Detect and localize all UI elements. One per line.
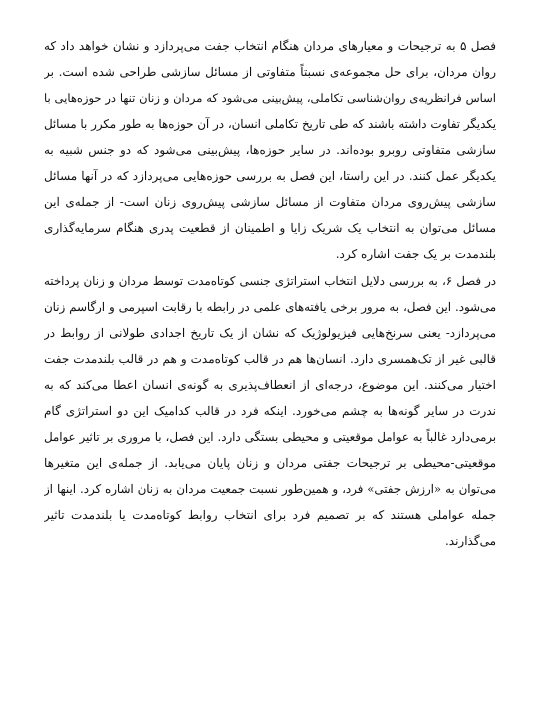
text-line: اساس فرانظریه‌ی روان‌شناسی تکاملی، پیش‌بینی می‌شود که مردان و زنان تنها در حوزه‌هایی با [44,91,496,105]
paragraph-chapter-6 [44,268,496,554]
text-line: مسائل می‌توان به انتخاب یک شریک زایا و اطمینان از قطعیت پدری هنگام سرمایه‌گذاری [44,221,496,235]
text-line: سازشی پیش‌روی مردان متفاوت از مسائل سازشی پیش‌روی زنان است- از جمله‌ی این [44,195,496,209]
text-line: موقعیتی-محیطی بر ترجیحات جفتی مردان و زنان پایان می‌یابد. از جمله‌ی این متغیرها [44,456,496,470]
text-line: بلندمدت بر یک جفت اشاره کرد. [335,247,496,261]
text-line: می‌گذارند. [444,534,496,548]
paragraph-chapter-5 [44,33,496,267]
text-line: اختیار می‌کنند. این موضوع، درجه‌ای از انعطاف‌پذیری به گونه‌ی انسان اعطا می‌کند که به [44,378,496,392]
text-line: می‌شود. این فصل، به مرور برخی یافته‌های علمی در رابطه با رقابت اسپرمی و ارگاسم زنان [44,300,496,314]
document-page [44,33,496,554]
text-line: می‌پردازد- یعنی سرنخ‌هایی فیزیولوژیک که نشان از یک تاریخ اجدادی طولانی از روابط در [44,326,496,340]
text-line: در فصل ۶، به بررسی دلایل انتخاب استراتژی جنسی کوتاه‌مدت توسط مردان و زنان پرداخته [44,274,496,288]
text-line: سازشی متفاوتی روبرو بوده‌اند. در سایر حوزه‌ها، پیش‌بینی می‌شود که دو جنس شبیه به [44,143,496,157]
text-line: ندرت در سایر گونه‌ها به چشم می‌خورد. اینکه فرد در قالب کدامیک این دو استراتژی گام [44,404,496,418]
text-line: می‌توان به «ارزش جفتی» فرد، و همین‌طور نسبت جمعیت مردان به زنان اشاره کرد. اینها از [44,482,496,496]
text-line: قالبی غیر از تک‌همسری دارد. انسان‌ها هم در قالب کوتاه‌مدت و هم در قالب بلندمدت جفت [44,352,496,366]
text-line: یکدیگر عمل کنند. در این راستا، این فصل به بررسی حوزه‌هایی می‌پردازد که در آنها مسائل [44,169,496,183]
text-line: روان مردان، برای حل مجموعه‌ی نسبتاً متفاوتی از مسائل سازشی طراحی شده است. بر [44,65,496,79]
text-line: فصل ۵ به ترجیحات و معیارهای مردان هنگام انتخاب جفت می‌پردازد و نشان خواهد داد که [44,39,496,53]
text-line: یکدیگر تفاوت داشته باشند که طی تاریخ تکاملی انسان، در آن حوزه‌ها به طور مکرر با مسائل [44,117,496,131]
text-line: جمله عواملی هستند که بر تصمیم فرد برای انتخاب روابط کوتاه‌مدت یا بلندمدت تاثیر [44,508,496,522]
text-line: برمی‌دارد غالباً به عوامل موقعیتی و محیطی بستگی دارد. این فصل، با مروری بر تاثیر عوامل [44,430,496,444]
